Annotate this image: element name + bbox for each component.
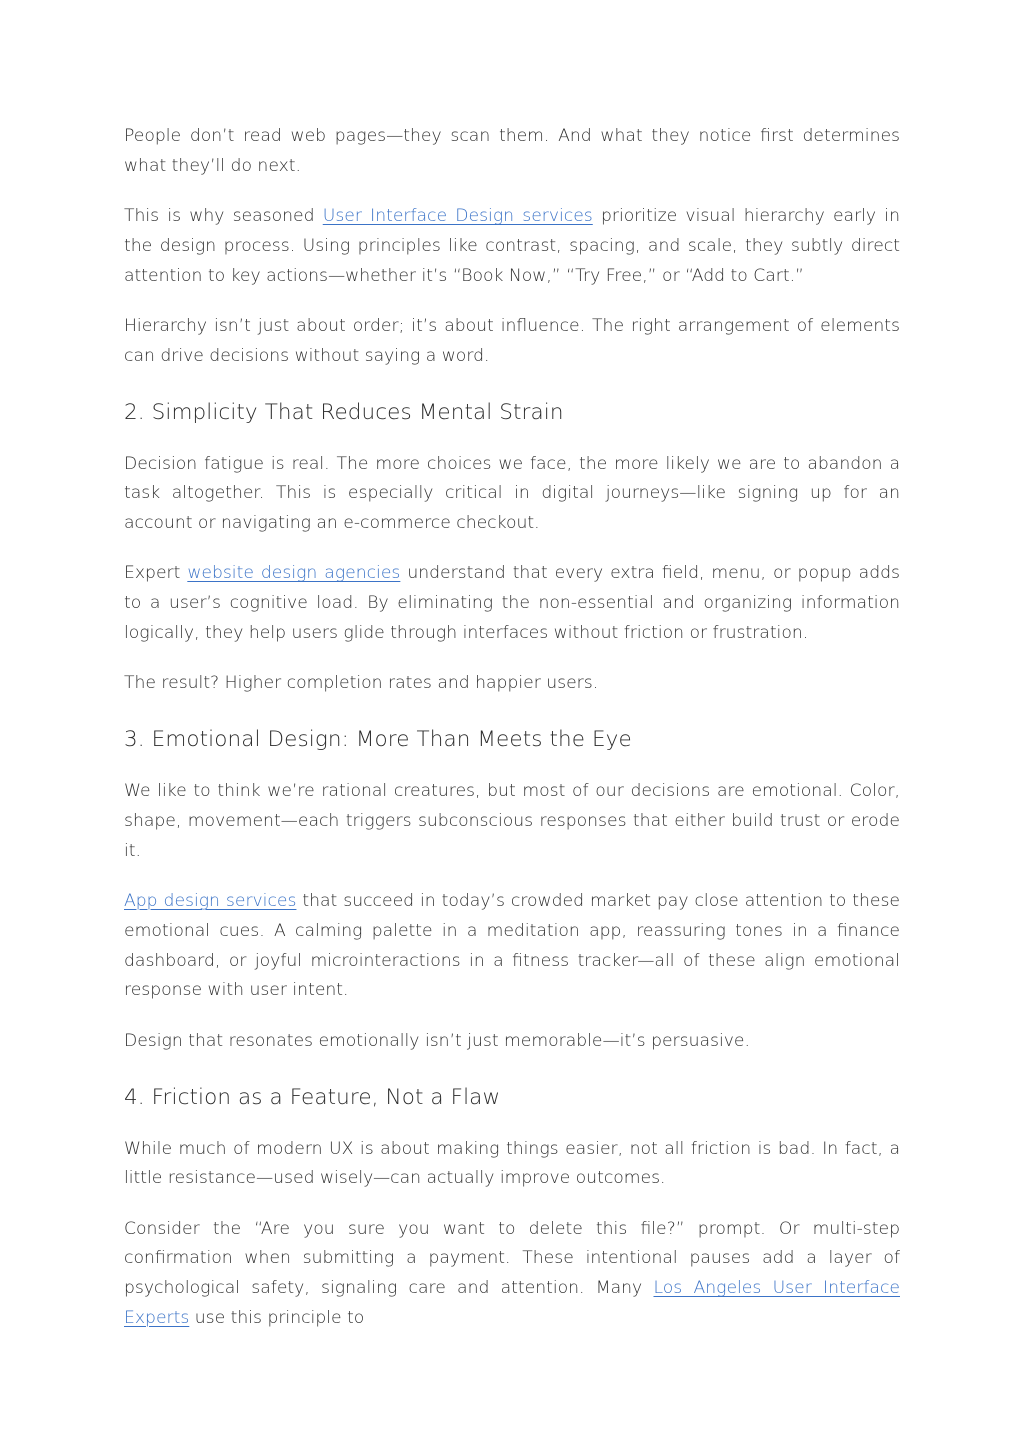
paragraph-text: Consider the “Are you sure you want to delete this file?” prompt. Or multi-step confirmation when submitting a payment. These intentional pauses add a layer of psychological safety, signaling care and attention. Many <box>124 1218 900 1299</box>
paragraph-emotional-cues <box>124 887 900 1006</box>
paragraph-hierarchy <box>124 202 900 291</box>
link-user-interface-design-services[interactable]: User Interface Design services <box>322 206 593 227</box>
paragraph-text: understand that every extra field, menu, or popup adds to a user’s cognitive load. By eliminating the non-essential and organizing information logically, they help users glide through interfaces without friction or frustration. <box>124 563 900 644</box>
paragraph-friction-resistance: While much of modern UX is about making things easier, not all friction is bad. In fact, a little resistance—used wisely—can actually improve outcomes. <box>124 1138 900 1189</box>
paragraph-text: prioritize visual hierarchy early in the design process. Using principles like contrast, spacing, and scale, they subtly direct attention to key actions—whether it’s “Book Now,” “Try Free,” or “Add to Cart.” <box>124 206 900 286</box>
paragraph-rational: We like to think we’re rational creatures, but most of our decisions are emotional. Color, shape, movement—each triggers subconscious responses that either build trust or erode it. <box>124 781 900 861</box>
paragraph-text: that succeed in today’s crowded market pay close attention to these emotional cues. A calming palette in a meditation app, reassuring tones in a finance dashboard, or joyful microinteractions in a fitness tracker—all of these align emotional response with user intent. <box>124 891 900 1001</box>
paragraph-result: The result? Higher completion rates and happier users. <box>124 673 599 694</box>
paragraph-intentional-pauses <box>124 1215 900 1334</box>
paragraph-scan: People don’t read web pages—they scan them. And what they notice first determines what they’ll do next. <box>124 126 900 176</box>
document-page <box>124 122 900 1334</box>
heading-simplicity: 2. Simplicity That Reduces Mental Strain <box>124 399 564 425</box>
link-website-design-agencies[interactable]: website design agencies <box>187 563 401 584</box>
paragraph-decision-fatigue: Decision fatigue is real. The more choices we face, the more likely we are to abandon a task altogether. This is especially critical in digital journeys—like signing up for an account or navigating an e-commerce checkout. <box>124 453 900 534</box>
heading-friction: 4. Friction as a Feature, Not a Flaw <box>124 1084 501 1110</box>
link-los-angeles-user-interface-experts[interactable]: Los Angeles User Interface Experts <box>124 1278 900 1329</box>
paragraph-text: This is why seasoned <box>124 206 323 227</box>
paragraph-text: Expert <box>124 563 188 584</box>
paragraph-persuasive: Design that resonates emotionally isn’t just memorable—it’s persuasive. <box>124 1030 750 1051</box>
link-app-design-services[interactable]: App design services <box>124 891 297 912</box>
heading-emotional-design: 3. Emotional Design: More Than Meets the Eye <box>124 727 632 753</box>
paragraph-influence: Hierarchy isn’t just about order; it’s about influence. The right arrangement of elements can drive decisions without saying a word. <box>124 315 900 366</box>
paragraph-cognitive-load <box>124 559 900 648</box>
paragraph-text: use this principle to <box>189 1308 365 1329</box>
